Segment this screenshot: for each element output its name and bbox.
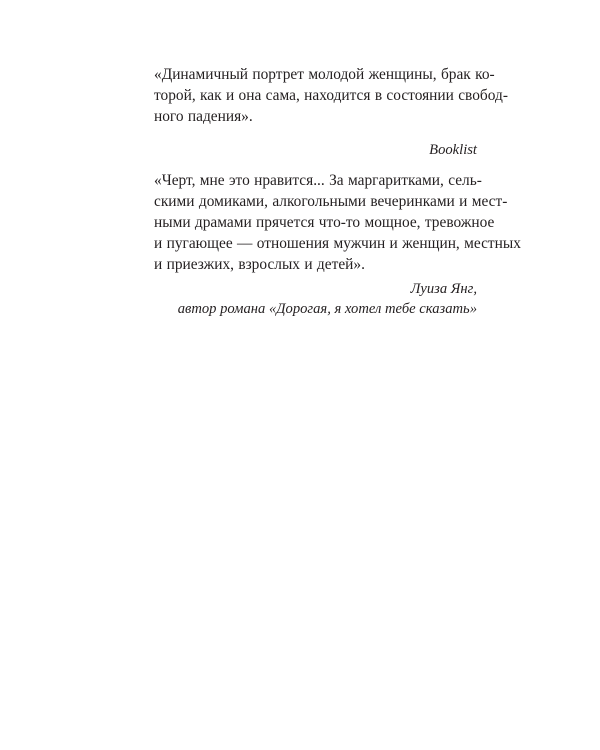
quote-attribution bbox=[134, 279, 477, 319]
review-quote-louise-young bbox=[134, 170, 521, 319]
quote-text bbox=[134, 170, 521, 275]
attribution-source: Booklist bbox=[429, 142, 477, 158]
attribution-author-credit: автор романа «Дорогая, я хотел тебе сказать» bbox=[177, 301, 477, 317]
quote-line: скими домиками, алкогольными вечеринками и мест- bbox=[154, 193, 508, 210]
quote-line: и приезжих, взрослых и детей». bbox=[154, 256, 365, 273]
quote-attribution bbox=[134, 140, 477, 160]
quote-line: «Черт, мне это нравится... За маргаритками, сель- bbox=[154, 172, 482, 189]
quote-line: ного падения». bbox=[154, 108, 253, 125]
quote-line: торой, как и она сама, находится в состоянии свобод- bbox=[154, 87, 508, 104]
attribution-author: Луиза Янг, bbox=[410, 281, 477, 297]
quote-line: «Динамичный портрет молодой женщины, брак ко- bbox=[154, 66, 495, 83]
quote-text bbox=[134, 64, 508, 127]
quote-line: и пугающее — отношения мужчин и женщин, местных bbox=[154, 235, 521, 252]
quote-line: ными драмами прячется что-то мощное, тревожное bbox=[154, 214, 495, 231]
review-quote-booklist bbox=[134, 64, 508, 160]
